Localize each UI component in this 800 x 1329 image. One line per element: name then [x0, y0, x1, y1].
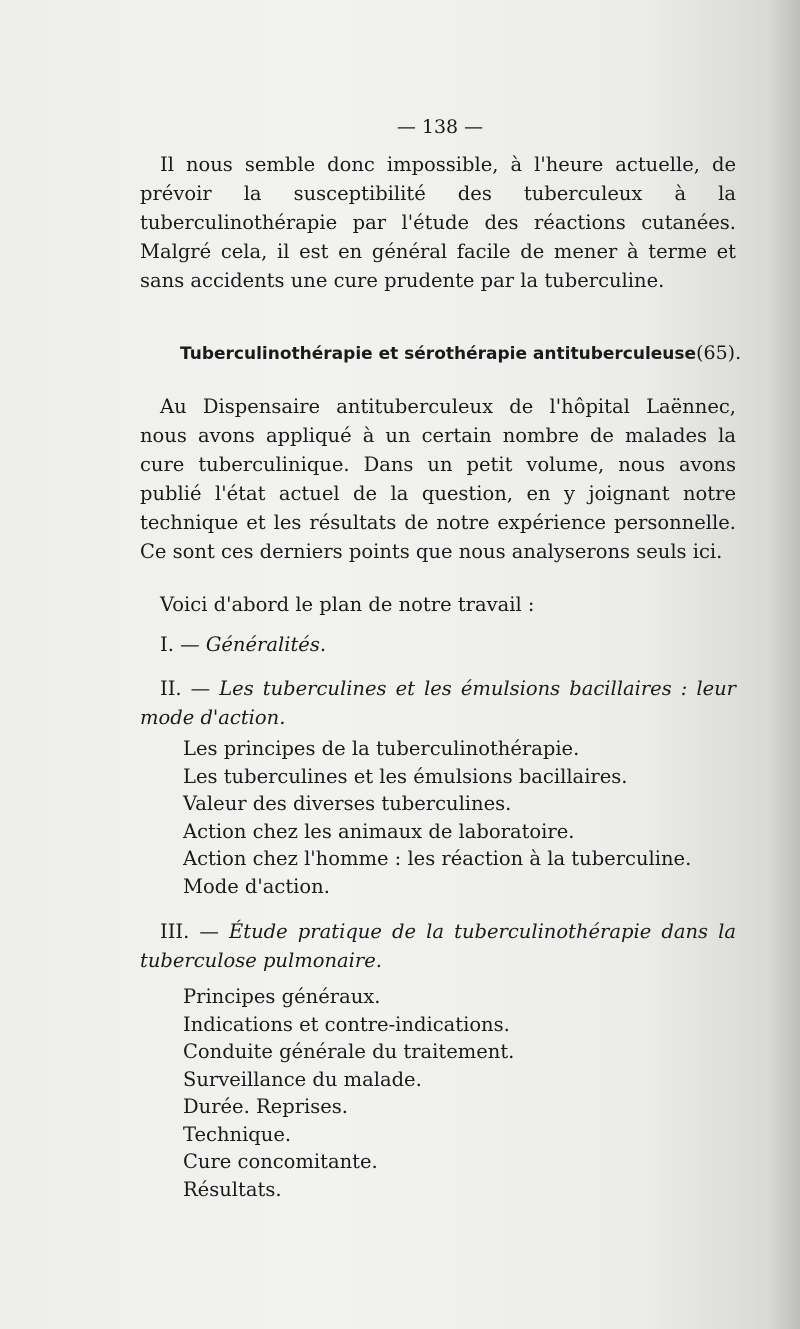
section-title: Tuberculinothérapie et sérothérapie antituberculeuse [180, 344, 697, 364]
intro-paragraph: Il nous semble donc impossible, à l'heure actuelle, de prévoir la susceptibilité des tuberculeux à la tuberculinothérapie par l'étude des réactions cutanées. Malgré cela, il est en général facile de mener à terme et sans accidents une cure prudente par la tuberculine. [140, 153, 736, 292]
part-1-title: Généralités. [205, 633, 327, 656]
part-3-title: Étude pratique de la tuberculinothérapie dans la tuberculose pulmonaire. [140, 920, 737, 972]
list-item: Mode d'action. [183, 874, 330, 898]
plan-intro: Voici d'abord le plan de notre travail : [160, 593, 535, 616]
list-item: Durée. Reprises. [183, 1095, 349, 1118]
part-2-number: II. — [160, 677, 211, 700]
list-item: Principes généraux. [183, 985, 381, 1008]
part-3-number: III. — [160, 920, 219, 943]
list-item: Conduite générale du traitement. [183, 1040, 515, 1063]
plan-intro-block [140, 590, 736, 619]
part-1-heading [140, 630, 736, 659]
list-item: Les principes de la tuberculinothérapie. [183, 737, 580, 760]
list-item: Surveillance du malade. [183, 1067, 422, 1091]
part-2-title: Les tuberculines et les émulsions bacillaires : leur mode d'action. [140, 677, 737, 729]
list-item: Les tuberculines et les émulsions bacillaires. [183, 764, 628, 788]
part-2-heading [140, 674, 736, 732]
list-item: Technique. [183, 1122, 292, 1146]
list-item: Indications et contre-indications. [183, 1012, 510, 1036]
part-3 [140, 917, 736, 975]
section-heading [180, 342, 741, 364]
list-item: Action chez l'homme : les réaction à la tuberculine. [183, 847, 692, 870]
page-number: — 138 — [396, 116, 484, 138]
intro-paragraph-block [140, 150, 736, 295]
list-item: Action chez les animaux de laboratoire. [183, 819, 575, 843]
dispensaire-paragraph-block [140, 392, 736, 566]
part-1 [140, 630, 736, 659]
section-reference: (65). [696, 342, 742, 364]
part-3-heading [140, 917, 736, 975]
part-1-number: I. — [160, 633, 200, 656]
list-item: Cure concomitante. [183, 1150, 378, 1173]
part-2 [140, 674, 736, 732]
part-2-list [183, 735, 691, 900]
dispensaire-paragraph: Au Dispensaire antituberculeux de l'hôpital Laënnec, nous avons appliqué à un certain nombre de malades la cure tuberculinique. Dans un petit volume, nous avons publié l'état actuel de la question, en y joignant notre technique et les résultats de notre expérience personnelle. Ce sont ces derniers points que nous analyserons seuls ici. [140, 395, 736, 563]
list-item: Valeur des diverses tuberculines. [183, 792, 512, 815]
list-item: Résultats. [183, 1177, 282, 1201]
part-3-list [183, 983, 514, 1203]
